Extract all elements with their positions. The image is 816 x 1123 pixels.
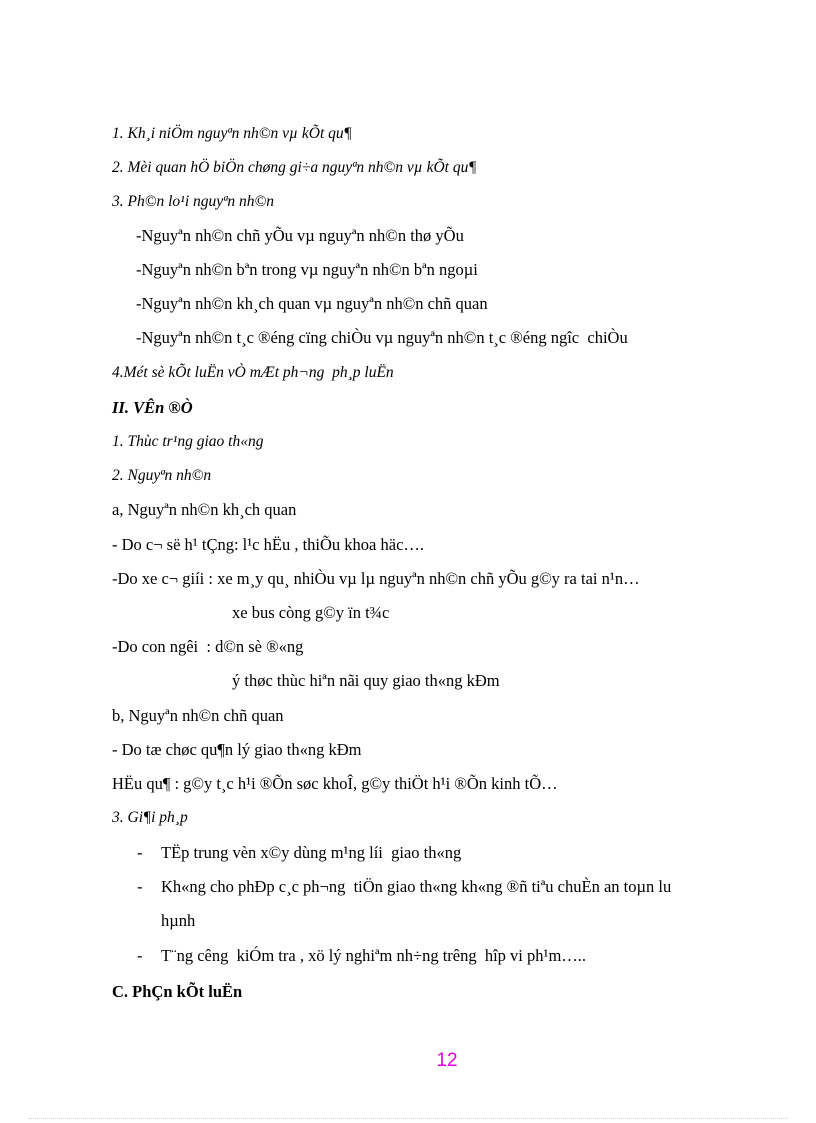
cause-bus: xe bus còng g©y ïn t¾c <box>232 603 390 622</box>
solution-1: TËp trung vèn x©y dùng m¹ng líi giao th«ng <box>161 843 462 862</box>
cause-objective-heading: a, Nguyªn nh©n kh¸ch quan <box>112 500 297 519</box>
outline-item-2: 2. Mèi quan hÖ biÖn chøng gi÷a nguyªn nh©n vµ kÕt qu¶ <box>112 159 477 176</box>
sub-item-3: -Nguyªn nh©n kh¸ch quan vµ nguyªn nh©n chñ quan <box>136 294 488 313</box>
section-heading-c: C. PhÇn kÕt luËn <box>112 982 243 1001</box>
solution-2-continued: hµnh <box>161 911 196 930</box>
section-heading-ii: II. VÊn ®Ò <box>112 398 193 417</box>
sub-item-4: -Nguyªn nh©n t¸c ®éng cïng chiÒu vµ nguyªn nh©n t¸c ®éng ngîc chiÒu <box>136 328 628 347</box>
subsection-3: 3. Gi¶i ph¸p <box>112 809 188 826</box>
bullet-dash: - <box>137 843 143 862</box>
subsection-1: 1. Thùc tr¹ng giao th«ng <box>112 433 264 450</box>
cause-people: -Do con ngêi : d©n sè ®«ng <box>112 637 304 656</box>
cause-awareness: ý thøc thùc hiªn nãi quy giao th«ng kÐm <box>232 671 500 690</box>
cause-infrastructure: - Do c¬ së h¹ tÇng: l¹c hËu , thiÕu khoa häc…. <box>112 535 425 554</box>
subsection-2: 2. Nguyªn nh©n <box>112 467 212 484</box>
outline-item-4: 4.Mét sè kÕt luËn vÒ mÆt ph¬ng ph¸p luËn <box>112 364 394 381</box>
cause-vehicles: -Do xe c¬ giíi : xe m¸y qu¸ nhiÒu vµ lµ nguyªn nh©n chñ yÕu g©y ra tai n¹n… <box>112 569 640 588</box>
solution-3: T¨ng cêng kiÓm tra , xö lý nghiªm nh÷ng trêng hîp vi ph¹m….. <box>161 946 587 965</box>
outline-item-1: 1. Kh¸i niÖm nguyªn nh©n vµ kÕt qu¶ <box>112 125 352 142</box>
sub-item-1: -Nguyªn nh©n chñ yÕu vµ nguyªn nh©n thø yÕu <box>136 226 464 245</box>
bullet-dash: - <box>137 877 143 896</box>
solution-2: Kh«ng cho phÐp c¸c ph¬ng tiÖn giao th«ng kh«ng ®ñ tiªu chuÈn an toµn lu <box>161 877 672 896</box>
outline-item-3: 3. Ph©n lo¹i nguyªn nh©n <box>112 193 275 210</box>
page-bottom-rule <box>28 1118 788 1119</box>
sub-item-2: -Nguyªn nh©n bªn trong vµ nguyªn nh©n bªn ngoµi <box>136 260 478 279</box>
page-number: 12 <box>436 1050 458 1071</box>
cause-subjective-heading: b, Nguyªn nh©n chñ quan <box>112 706 284 725</box>
bullet-dash: - <box>137 946 143 965</box>
consequence: HËu qu¶ : g©y t¸c h¹i ®Õn søc khoÎ, g©y thiÖt h¹i ®Õn kinh tÕ… <box>112 774 558 793</box>
cause-management: - Do tæ chøc qu¶n lý giao th«ng kÐm <box>112 740 362 759</box>
